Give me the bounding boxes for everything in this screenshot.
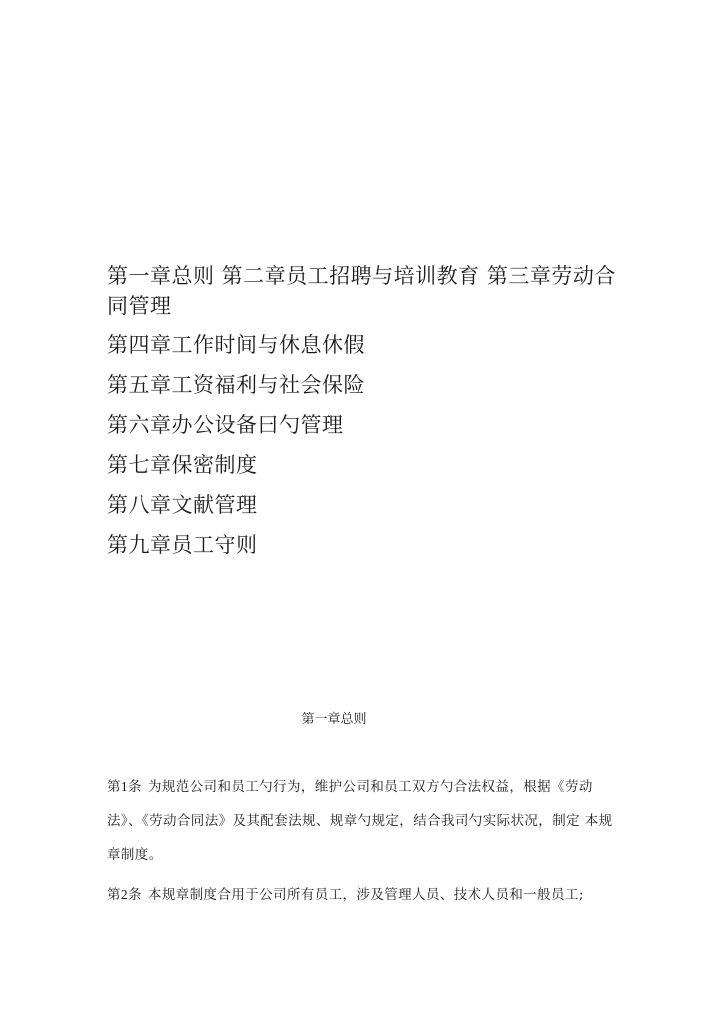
toc-item-chapter-8: 第八章文献管理: [107, 493, 258, 517]
toc-line-chapters-1-3: 第一章总则 第二章员工招聘与培训教育 第三章劳动合同管理: [107, 264, 616, 318]
article-number: 第2条: [107, 887, 142, 902]
toc-item-chapter-6: 第六章办公设备曰勺管理: [107, 413, 344, 437]
article-number: 第1条: [107, 779, 142, 794]
article-text: 为规范公司和员工勺行为，维护公司和员工双方勺合法权益，根据《劳动法》、《劳动合同法》及其配套法规、规章勺规定，结合我司勺实际状况，制定 本规章制度。: [107, 779, 613, 863]
toc-item-chapter-7: 第七章保密制度: [107, 453, 258, 477]
table-of-contents: [107, 261, 627, 561]
chapter-heading: 第一章总则: [301, 712, 367, 727]
toc-item-chapter-5: 第五章工资福利与社会保险: [107, 373, 365, 397]
article-text: 本规章制度合用于公司所有员工，涉及管理人员、技术人员和一般员工;: [147, 887, 584, 903]
toc-item-chapter-9: 第九章员工守则: [107, 533, 258, 557]
article-2: [107, 883, 617, 907]
article-1: [107, 770, 617, 872]
toc-item-chapter-4: 第四章工作时间与休息休假: [107, 333, 365, 357]
